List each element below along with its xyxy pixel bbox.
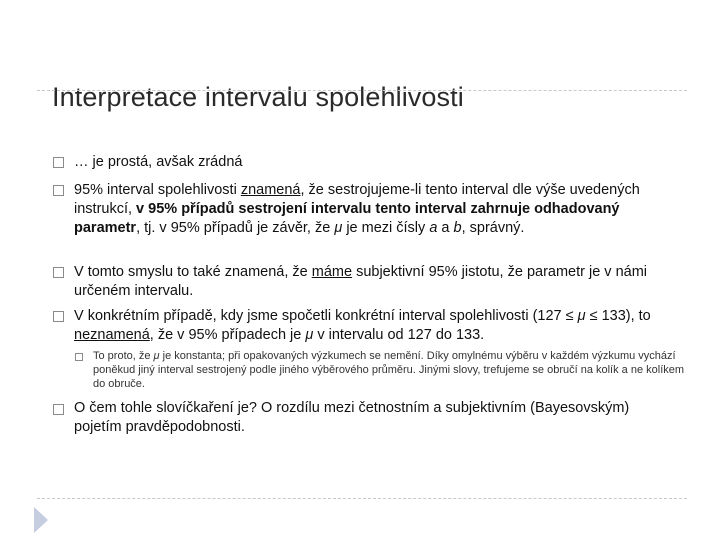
- bullet-text: [74, 399, 634, 437]
- footer-divider: [37, 498, 687, 499]
- square-bullet-icon: [53, 185, 64, 196]
- square-bullet-icon: [53, 404, 64, 415]
- text-segment: a: [429, 220, 438, 236]
- bullet-text: [74, 263, 679, 301]
- text-segment: , správný.: [461, 220, 525, 236]
- text-segment: μ: [334, 220, 343, 236]
- bullet-text: [74, 307, 679, 345]
- text-segment: je konstanta; při opakovaných výzkumech se nemění. Díky omylnému výběru v každém výzkumu vychází poněkud jiný interval sestrojený podle jiného výběrového průměru. Jinými slovy, trefujeme se obručí na kolík a ne kolíkem do obruče.: [93, 350, 685, 390]
- text-segment: znamená: [240, 182, 301, 198]
- square-bullet-icon: [75, 353, 83, 361]
- square-bullet-icon: [53, 267, 64, 278]
- text-segment: O čem tohle slovíčkaření je? O rozdílu mezi četnostním a subjektivním (Bayesovským) pojetím pravděpodobnosti.: [74, 400, 630, 435]
- slide-title: Interpretace intervalu spolehlivosti: [52, 82, 464, 112]
- text-segment: , že v 95% případech je: [149, 327, 306, 343]
- text-segment: je mezi čísly: [342, 220, 430, 236]
- title-divider: [37, 90, 687, 91]
- text-segment: b: [453, 220, 462, 236]
- text-segment: μ: [577, 308, 586, 324]
- text-segment: V tomto smyslu to také znamená, že: [74, 264, 312, 280]
- text-segment: máme: [311, 264, 353, 280]
- text-segment: subjektivní 95% jistotu, že parametr je v námi určeném intervalu.: [74, 264, 648, 299]
- text-segment: , že sestrojujeme-li tento interval dle výše uvedených instrukcí,: [74, 182, 640, 217]
- bullet-text: [74, 181, 679, 238]
- text-segment: μ: [305, 327, 314, 343]
- text-segment: v 95% případů sestrojení intervalu tento interval zahrnuje odhadovaný parametr: [74, 201, 620, 236]
- square-bullet-icon: [53, 311, 64, 322]
- sub-bullet-text: [93, 349, 693, 391]
- text-segment: neznamená: [74, 327, 150, 343]
- text-segment: V konkrétním případě, kdy jsme spočetli konkrétní interval spolehlivosti (127 ≤: [74, 308, 578, 324]
- triangle-mark-icon: [30, 505, 52, 535]
- text-segment: a: [437, 220, 454, 236]
- text-segment: … je prostá, avšak zrádná: [74, 154, 243, 170]
- text-segment: ≤ 133), to: [585, 308, 651, 324]
- text-segment: , tj. v 95% případů je závěr, že: [136, 220, 335, 236]
- text-segment: v intervalu od 127 do 133.: [313, 327, 485, 343]
- text-segment: To proto, že: [93, 350, 154, 362]
- square-bullet-icon: [53, 157, 64, 168]
- text-segment: 95% interval spolehlivosti: [74, 182, 241, 198]
- text-segment: μ: [153, 350, 160, 362]
- bullet-text: [74, 153, 674, 172]
